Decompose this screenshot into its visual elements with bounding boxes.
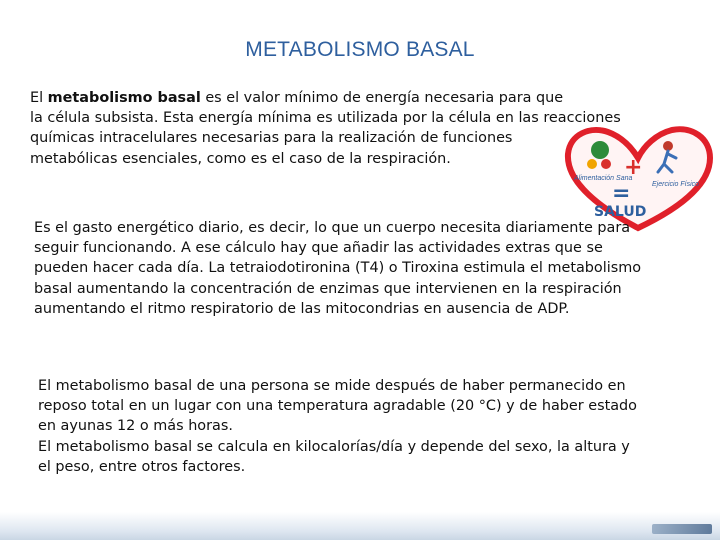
label-right: Ejercicio Físico (652, 181, 700, 188)
paragraph-line: basal aumentando la concentración de enzimas que intervienen en la respiración (34, 280, 622, 297)
paragraph-line: químicas intracelulares necesarias para la realización de funciones (30, 130, 513, 147)
equals-sign: = (612, 181, 631, 206)
food-figure-icon (591, 141, 609, 159)
text-span: El (30, 90, 48, 106)
paragraph-line: Es el gasto energético diario, es decir, lo que un cuerpo necesita diariamente para (34, 220, 631, 236)
paragraph-line (30, 88, 630, 108)
exercise-figure-icon (663, 141, 673, 151)
slide-title: METABOLISMO BASAL (245, 38, 475, 61)
paragraph-line: la célula subsista. Esta energía mínima es utilizada por la célula en las reacciones (30, 110, 621, 127)
footer-logo-icon (652, 524, 712, 534)
text-span: es el valor mínimo de energía necesaria para que (200, 90, 564, 106)
paragraph-measurement (38, 376, 678, 477)
paragraph-line: El metabolismo basal se calcula en kilocalorías/día y depende del sexo, la altura y (38, 438, 630, 455)
paragraph-line: reposo total en un lugar con una temperatura agradable (20 °C) y de haber estado (38, 398, 637, 415)
result-label: SALUD (594, 204, 647, 220)
paragraph-line: pueden hacer cada día. La tetraiodotironina (T4) o Tiroxina estimula el metabolismo (34, 260, 642, 277)
label-left: Alimentación Sana (574, 175, 633, 182)
paragraph-line: en ayunas 12 o más horas. (38, 418, 233, 435)
plus-sign: + (624, 155, 643, 180)
paragraph-energy-expenditure (34, 218, 674, 319)
bold-term: metabolismo basal (47, 90, 201, 106)
paragraph-definition (30, 88, 630, 169)
paragraph-line: aumentando el ritmo respiratorio de las mitocondrias en ausencia de ADP. (34, 300, 570, 317)
paragraph-line: el peso, entre otros factores. (38, 458, 246, 475)
paragraph-line: seguir funcionando. A ese cálculo hay que añadir las actividades extras que se (34, 240, 603, 257)
paragraph-line: El metabolismo basal de una persona se mide después de haber permanecido en (38, 378, 626, 394)
paragraph-line: metabólicas esenciales, como es el caso de la respiración. (30, 150, 451, 167)
footer-band (0, 512, 720, 540)
